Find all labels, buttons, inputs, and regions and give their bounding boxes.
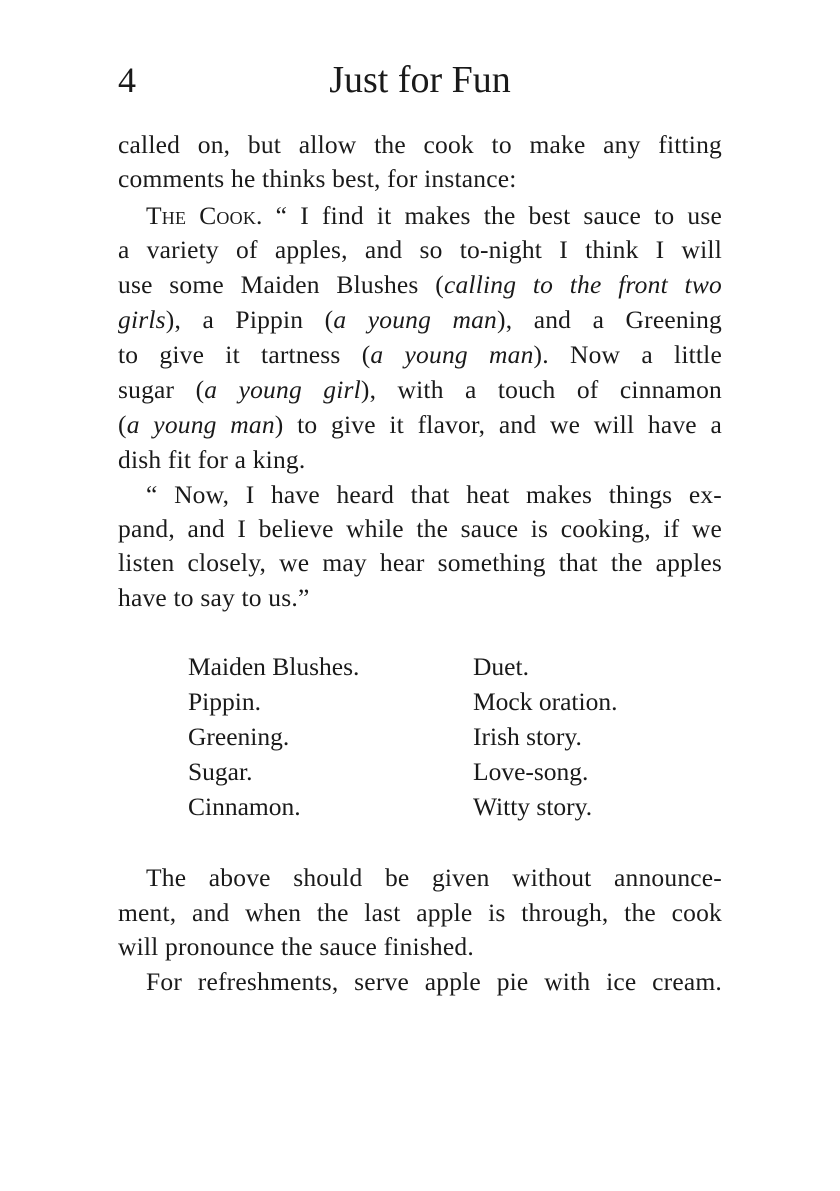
text-line: ment, and when the last apple is through, the cook — [118, 898, 722, 927]
text-line: will pronounce the sauce finished. — [118, 932, 474, 961]
page-number: 4 — [118, 60, 136, 100]
cast-apple-name: Sugar. — [188, 757, 253, 786]
cast-apple-name: Cinnamon. — [188, 792, 301, 821]
stage-direction: a young man — [126, 410, 275, 439]
stage-direction: a young man — [333, 305, 498, 334]
text-line: “ Now, I have heard that heat makes things ex- — [146, 480, 722, 509]
text-line: girls), a Pippin (a young man), and a Greening — [118, 305, 722, 334]
stage-direction: calling to the front two — [443, 270, 722, 299]
cast-performance: Irish story. — [473, 722, 582, 751]
text-line: (a young man) to give it flavor, and we will have a — [118, 410, 722, 439]
cast-performance: Duet. — [473, 652, 529, 681]
text-line: a variety of apples, and so to-night I think I will — [118, 235, 722, 264]
text-line: For refreshments, serve apple pie with ice cream. — [146, 967, 722, 996]
running-head-title: Just for Fun — [329, 59, 511, 101]
text-line: called on, but allow the cook to make any fitting — [118, 130, 722, 159]
cast-performance: Witty story. — [473, 792, 593, 821]
text-line: The Cook. “ I find it makes the best sauce to use — [146, 201, 722, 230]
stage-direction: girls — [118, 305, 166, 334]
text-line: The above should be given without announce- — [146, 863, 722, 892]
cast-performance: Mock oration. — [473, 687, 618, 716]
text-line: pand, and I believe while the sauce is cooking, if we — [118, 514, 722, 543]
text-line: comments he thinks best, for instance: — [118, 164, 517, 193]
text-line: sugar (a young girl), with a touch of cinnamon — [118, 375, 722, 404]
text-line: have to say to us.” — [118, 583, 310, 612]
text-line: to give it tartness (a young man). Now a little — [118, 340, 722, 369]
cast-performance: Love-song. — [473, 757, 589, 786]
text-line: use some Maiden Blushes (calling to the front two — [118, 270, 722, 299]
speaker-label: The Cook. — [146, 201, 263, 230]
cast-apple-name: Pippin. — [188, 687, 261, 716]
cast-apple-name: Maiden Blushes. — [188, 652, 360, 681]
text-line: listen closely, we may hear something that the apples — [118, 548, 722, 577]
stage-direction: a young man — [370, 340, 534, 369]
stage-direction: a young girl — [204, 375, 361, 404]
cast-apple-name: Greening. — [188, 722, 290, 751]
text-line: dish fit for a king. — [118, 445, 306, 474]
